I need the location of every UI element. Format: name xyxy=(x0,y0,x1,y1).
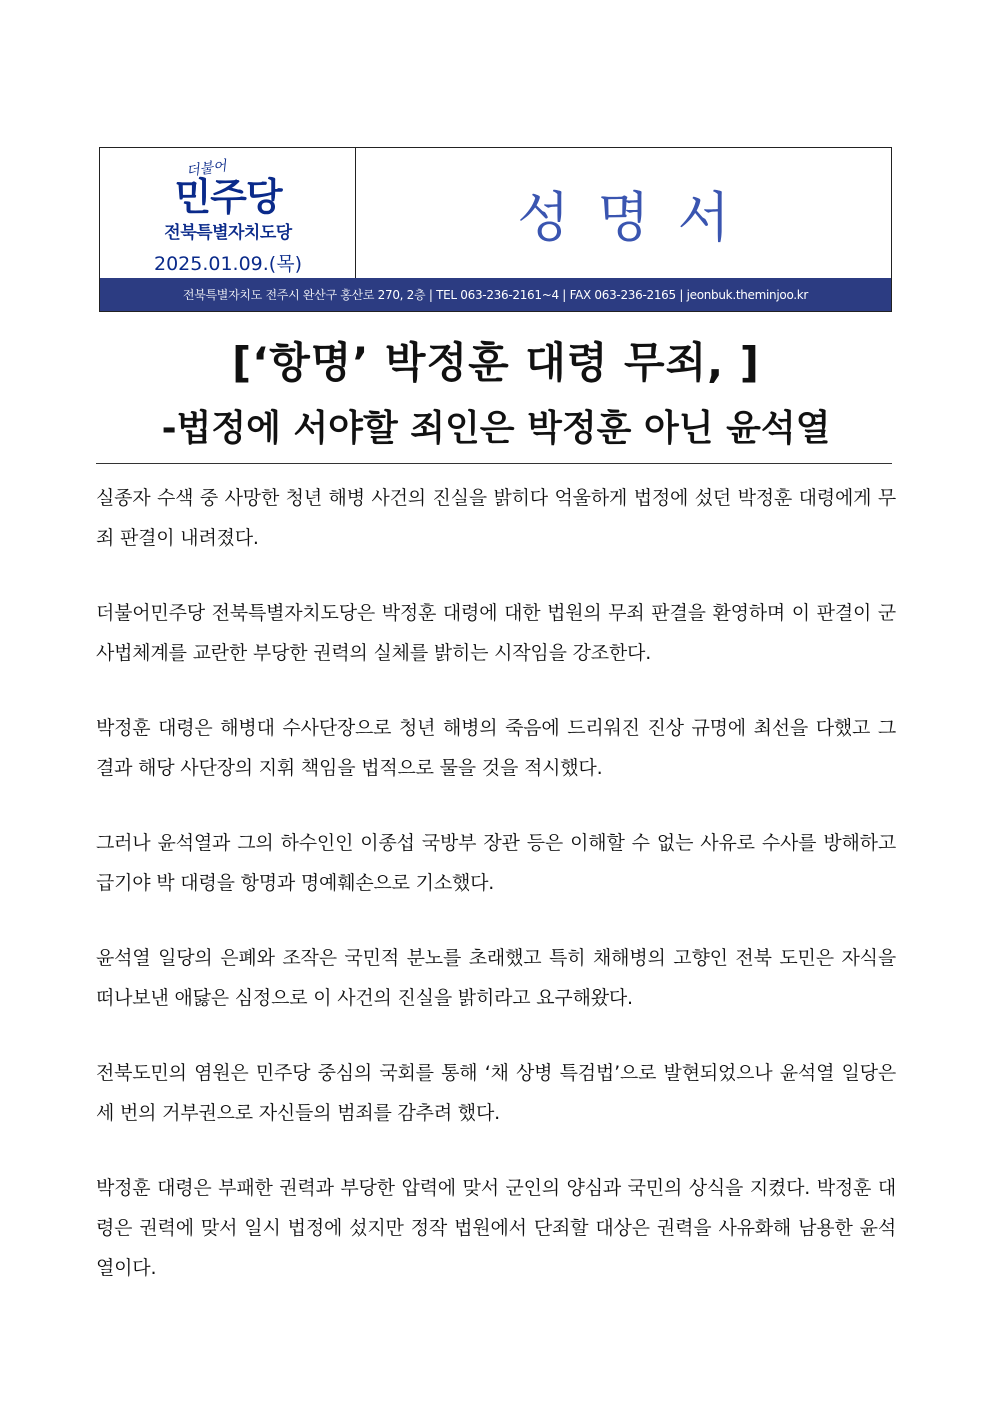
logo-party-name: 민주당 xyxy=(174,175,282,219)
title-divider xyxy=(96,463,892,464)
logo-small-text: 더불어 xyxy=(185,158,228,180)
doc-type-cell xyxy=(356,148,891,278)
contact-address-bar: 전북특별자치도 전주시 완산구 홍산로 270, 2층 | TEL 063-236-2161~4 | FAX 063-236-2165 | jeonbuk.theminjoo.kr xyxy=(100,278,891,311)
paragraph-2: 더불어민주당 전북특별자치도당은 박정훈 대령에 대한 법원의 무죄 판결을 환영하며 이 판결이 군 사법체계를 교란한 부당한 권력의 실체를 밝히는 시작임을 강조한다. xyxy=(96,602,896,664)
letterhead xyxy=(99,147,892,312)
party-logo xyxy=(100,148,356,278)
paragraph-4: 그러나 윤석열과 그의 하수인인 이종섭 국방부 장관 등은 이해할 수 없는 사유로 수사를 방해하고 급기야 박 대령을 항명과 명예훼손으로 기소했다. xyxy=(96,832,896,894)
statement-body xyxy=(96,478,896,1323)
logo-region-name: 전북특별자치도당 xyxy=(164,223,292,243)
release-date: 2025.01.09.(목) xyxy=(153,253,302,275)
paragraph-7: 박정훈 대령은 부패한 권력과 부당한 압력에 맞서 군인의 양심과 국민의 상식을 지켰다. 박정훈 대령은 권력에 맞서 일시 법정에 섰지만 정작 법원에서 단죄할 대상은 권력을 사유화해 남용한 윤석열이다. xyxy=(96,1177,896,1279)
doc-type-title: 성명서 xyxy=(517,185,758,249)
paragraph-3: 박정훈 대령은 해병대 수사단장으로 청년 해병의 죽음에 드리워진 진상 규명에 최선을 다했고 그 결과 해당 사단장의 지휘 책임을 법적으로 물을 것을 적시했다. xyxy=(96,717,896,779)
paragraph-1: 실종자 수색 중 사망한 청년 해병 사건의 진실을 밝히다 억울하게 법정에 섰던 박정훈 대령에게 무죄 판결이 내려졌다. xyxy=(96,487,896,549)
paragraph-5: 윤석열 일당의 은폐와 조작은 국민적 분노를 초래했고 특히 채해병의 고향인 전북 도민은 자식을 떠나보낸 애닳은 심정으로 이 사건의 진실을 밝히라고 요구해왔다. xyxy=(96,947,896,1009)
headline: [‘항명’ 박정훈 대령 무죄, ] xyxy=(232,338,760,387)
subheadline: -법정에 서야할 죄인은 박정훈 아닌 윤석열 xyxy=(161,408,831,449)
paragraph-6: 전북도민의 염원은 민주당 중심의 국회를 통해 ‘채 상병 특검법’으로 발현되었으나 윤석열 일당은 세 번의 거부권으로 자신들의 범죄를 감추려 했다. xyxy=(96,1062,896,1124)
